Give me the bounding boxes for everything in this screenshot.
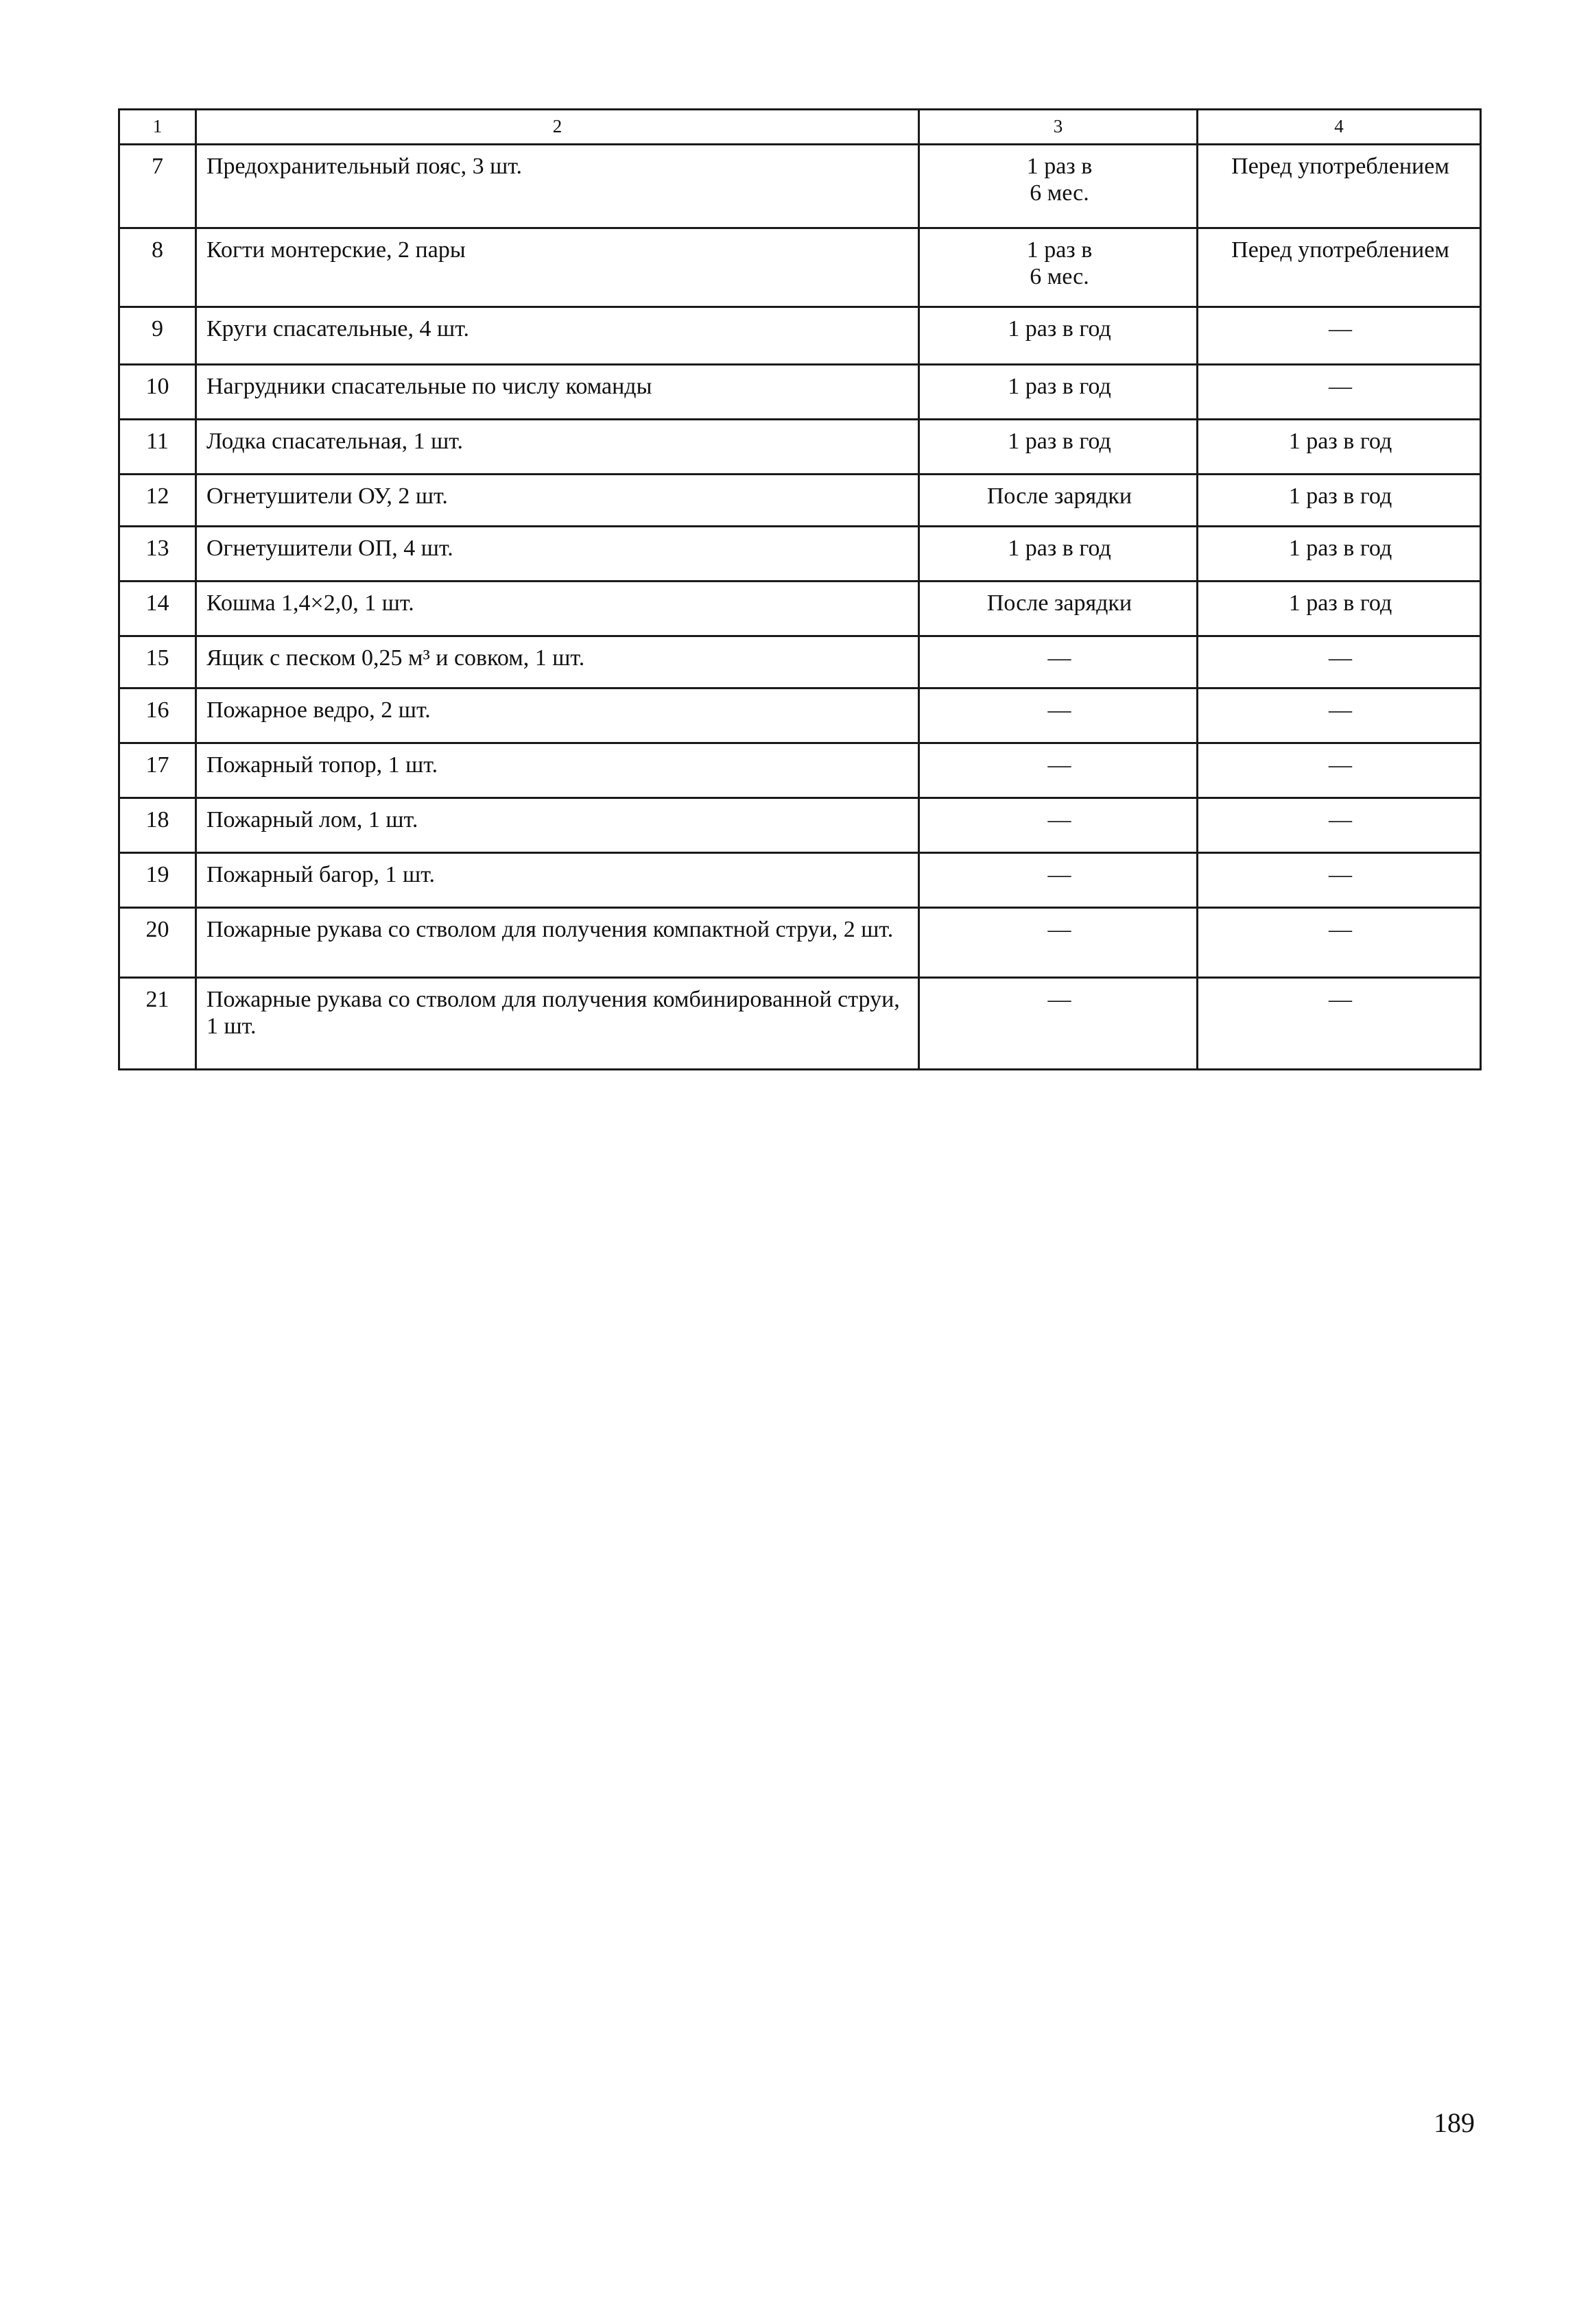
table-row (119, 527, 1481, 582)
table-row (119, 853, 1481, 908)
row-number: 16 (119, 688, 196, 743)
item-name: Пожарный лом, 1 шт. (196, 798, 919, 853)
equipment-table (118, 108, 1482, 1070)
row-number: 11 (119, 420, 196, 475)
test-frequency: — (1198, 743, 1481, 798)
item-name: Предохранительный пояс, 3 шт. (196, 145, 919, 228)
check-frequency: — (919, 743, 1198, 798)
test-frequency: — (1198, 688, 1481, 743)
check-frequency: 1 раз в 6 мес. (919, 145, 1198, 228)
check-frequency: После зарядки (919, 582, 1198, 636)
row-number: 15 (119, 636, 196, 688)
row-number: 19 (119, 853, 196, 908)
check-frequency: — (919, 798, 1198, 853)
row-number: 10 (119, 365, 196, 420)
table-header-row (119, 110, 1481, 145)
test-frequency: Перед употреблением (1198, 145, 1481, 228)
item-name: Пожарные рукава со стволом для получения компактной струи, 2 шт. (196, 908, 919, 978)
row-number: 17 (119, 743, 196, 798)
item-name: Круги спасательные, 4 шт. (196, 307, 919, 365)
test-frequency: — (1198, 908, 1481, 978)
check-frequency: — (919, 853, 1198, 908)
header-cell-3: 3 (919, 110, 1198, 145)
check-frequency: — (919, 636, 1198, 688)
table-row (119, 743, 1481, 798)
test-frequency: 1 раз в год (1198, 582, 1481, 636)
test-frequency: 1 раз в год (1198, 475, 1481, 527)
row-number: 18 (119, 798, 196, 853)
test-frequency: — (1198, 307, 1481, 365)
row-number: 8 (119, 228, 196, 307)
table-row (119, 145, 1481, 228)
item-name: Пожарный топор, 1 шт. (196, 743, 919, 798)
table-row (119, 475, 1481, 527)
row-number: 20 (119, 908, 196, 978)
item-name: Огнетушители ОУ, 2 шт. (196, 475, 919, 527)
test-frequency: — (1198, 365, 1481, 420)
row-number: 13 (119, 527, 196, 582)
item-name: Пожарные рукава со стволом для получения комбинированной струи, 1 шт. (196, 978, 919, 1070)
item-name: Кошма 1,4×2,0, 1 шт. (196, 582, 919, 636)
test-frequency: — (1198, 853, 1481, 908)
table-row (119, 365, 1481, 420)
item-name: Нагрудники спасательные по числу команды (196, 365, 919, 420)
table-row (119, 978, 1481, 1070)
test-frequency: — (1198, 978, 1481, 1070)
table-row (119, 420, 1481, 475)
table-row (119, 688, 1481, 743)
test-frequency: — (1198, 798, 1481, 853)
item-name: Огнетушители ОП, 4 шт. (196, 527, 919, 582)
check-frequency: 1 раз в год (919, 307, 1198, 365)
header-cell-2: 2 (196, 110, 919, 145)
header-cell-4: 4 (1198, 110, 1481, 145)
test-frequency: 1 раз в год (1198, 420, 1481, 475)
check-frequency: 1 раз в год (919, 420, 1198, 475)
table-row (119, 582, 1481, 636)
table-row (119, 228, 1481, 307)
check-frequency: — (919, 908, 1198, 978)
check-frequency: 1 раз в год (919, 527, 1198, 582)
page-number: 189 (1434, 2107, 1475, 2138)
row-number: 12 (119, 475, 196, 527)
test-frequency: 1 раз в год (1198, 527, 1481, 582)
item-name: Когти монтерские, 2 пары (196, 228, 919, 307)
check-frequency: 1 раз в год (919, 365, 1198, 420)
table-row (119, 307, 1481, 365)
table-row (119, 636, 1481, 688)
table-row (119, 798, 1481, 853)
item-name: Ящик с песком 0,25 м³ и совком, 1 шт. (196, 636, 919, 688)
item-name: Пожарное ведро, 2 шт. (196, 688, 919, 743)
item-name: Пожарный багор, 1 шт. (196, 853, 919, 908)
row-number: 9 (119, 307, 196, 365)
check-frequency: После зарядки (919, 475, 1198, 527)
header-cell-1: 1 (119, 110, 196, 145)
row-number: 7 (119, 145, 196, 228)
row-number: 21 (119, 978, 196, 1070)
check-frequency: — (919, 688, 1198, 743)
item-name: Лодка спасательная, 1 шт. (196, 420, 919, 475)
row-number: 14 (119, 582, 196, 636)
test-frequency: — (1198, 636, 1481, 688)
check-frequency: — (919, 978, 1198, 1070)
check-frequency: 1 раз в 6 мес. (919, 228, 1198, 307)
table-row (119, 908, 1481, 978)
test-frequency: Перед употреблением (1198, 228, 1481, 307)
